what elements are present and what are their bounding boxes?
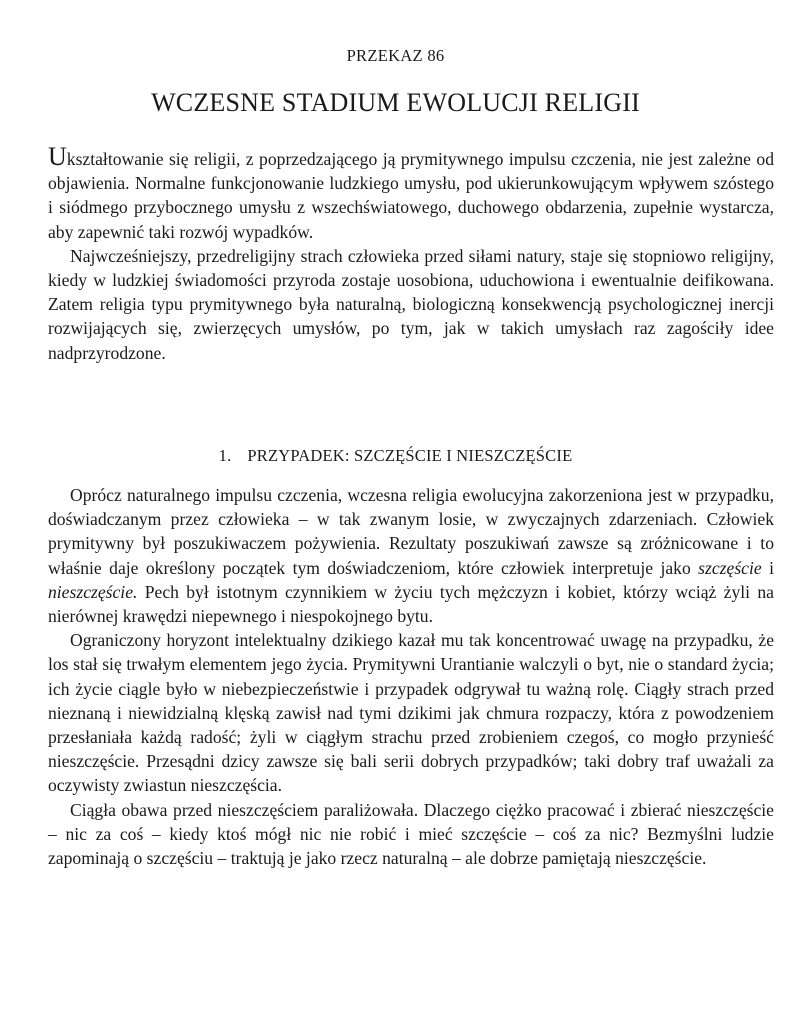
section-1-paragraph-3: Ciągła obawa przed nieszczęściem paraliżowała. Dlaczego ciężko pracować i zbierać nieszczęście – nic za coś – kiedy ktoś mógł nic nie robić i mieć szczęście – coś za nic? Bezmyślni ludzie zapominają o szczęściu – traktują je jako rzecz naturalną – ale dobrze pamiętają nieszczęście. (48, 799, 774, 869)
text-run: i (761, 557, 774, 578)
text-run: Oprócz naturalnego impulsu czczenia, wczesna religia ewolucyjna zakorzeniona jest w przypadku, doświadczanym przez człowieka – w tak zwanym losie, w zwyczajnych zdarzeniach. Człowiek prymitywny był poszukiwaczem pożywienia. Rezultaty poszukiwań zawsze są zróżnicowane i to właśnie daje określony początek tym doświadczeniom, które człowiek interpretuje jako (48, 485, 774, 578)
section-1-paragraph-1 (48, 483, 774, 628)
intro-paragraph-2: Najwcześniejszy, przedreligijny strach człowieka przed siłami natury, staje się stopniowo religijny, kiedy w ludzkiej świadomości przyroda zostaje uosobiona, uduchowiona i ewentualnie deifikowana. Zatem religia typu prymitywnego była naturalną, biologiczną konsekwencją psychologicznej inercji rozwijających się, zwierzęcych umysłów, po tym, jak w takich umysłach raz zagościły idee nadprzyrodzone. (48, 245, 774, 363)
section-title: PRZYPADEK: SZCZĘŚCIE I NIESZCZĘŚCIE (247, 446, 573, 465)
page-title: WCZESNE STADIUM EWOLUCJI RELIGII (151, 88, 640, 117)
section-number: 1. (218, 446, 232, 465)
drop-cap: U (48, 142, 67, 171)
section-1-body (48, 483, 774, 870)
emphasis-nieszczescie: nieszczęście. (48, 581, 138, 602)
emphasis-szczescie: szczęście (698, 557, 762, 578)
paper-number: PRZEKAZ 86 (346, 46, 445, 65)
intro-section (48, 142, 774, 365)
section-heading (0, 446, 791, 466)
intro-paragraph-1-text: kształtowanie się religii, z poprzedzającego ją prymitywnego impulsu czczenia, nie jest zależne od objawienia. Normalne funkcjonowanie ludzkiego umysłu, pod ukierunkowującym wpływem szóstego i siódmego przybocznego umysłu z wszechświatowego, duchowego obdarzenia, zupełnie wystarcza, aby zapewnić taki rozwój wypadków. (48, 149, 774, 242)
section-1-paragraph-2: Ograniczony horyzont intelektualny dzikiego kazał mu tak koncentrować uwagę na przypadku, że los stał się trwałym elementem jego życia. Prymitywni Urantianie walczyli o byt, nie o standard życia; ich życie ciągle było w niebezpieczeństwie i przypadek odgrywał tu ważną rolę. Ciągły strach przed nieznaną i niewidzialną klęską zawisł nad tymi dzikimi jak chmura rozpaczy, która z powodzeniem przesłaniała każdą radość; żyli w ciągłym strachu przed zrobieniem czegoś, co mogło przynieść nieszczęście. Przesądni dzicy zawsze się bali serii dobrych przypadków; taki dobry traf uważali za oczywisty zwiastun nieszczęścia. (48, 630, 774, 796)
text-run: Pech był istotnym czynnikiem w życiu tych mężczyzn i kobiet, którzy wciąż żyli na nierównej krawędzi niepewnego i niespokojnego bytu. (48, 581, 774, 627)
intro-paragraph-1 (48, 142, 774, 244)
